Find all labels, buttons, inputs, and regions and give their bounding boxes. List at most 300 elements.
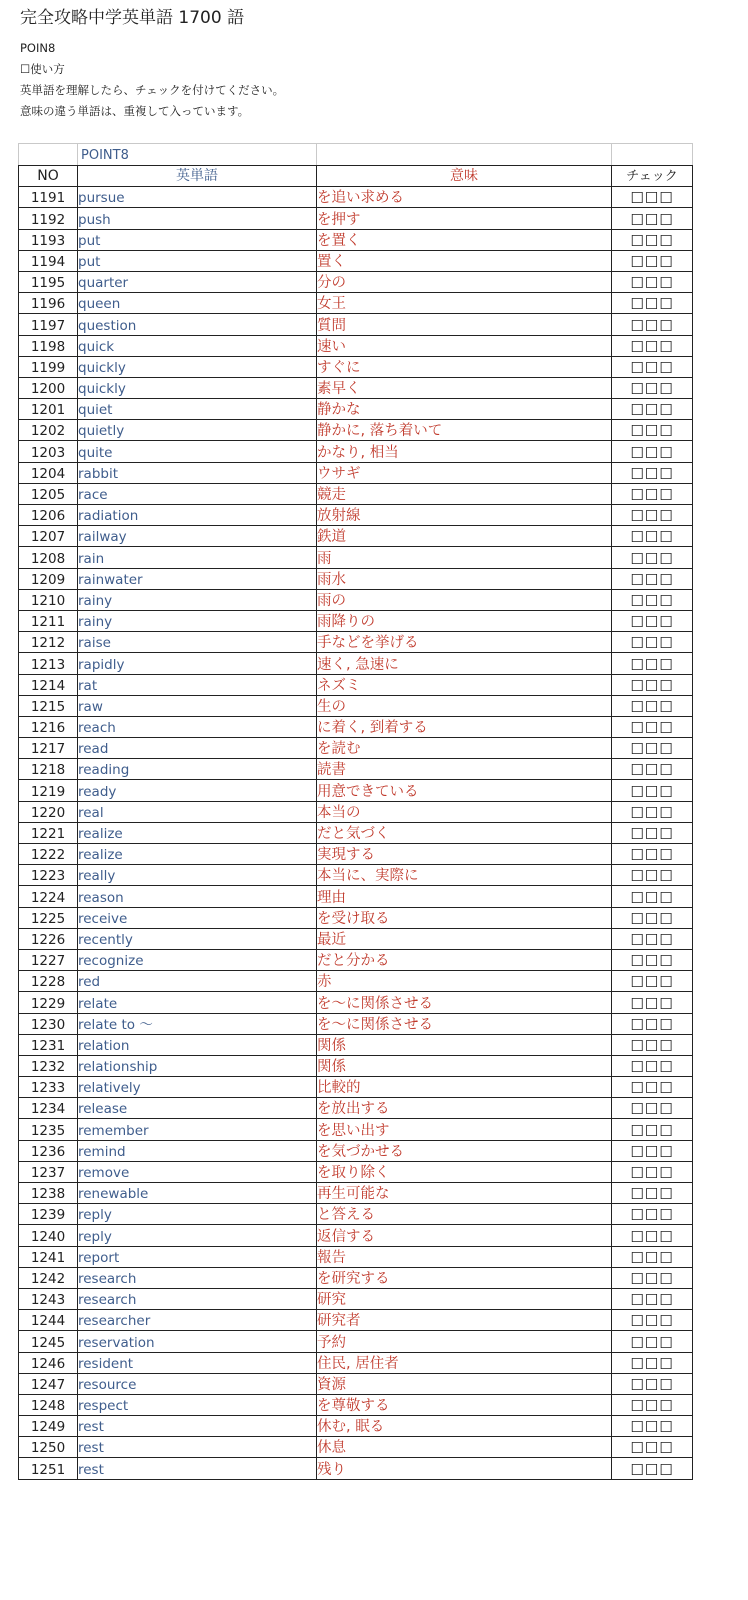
row-number: 1205 (19, 483, 78, 504)
table-row (19, 928, 693, 949)
check-boxes[interactable]: ☐☐☐ (612, 1034, 693, 1055)
row-number: 1209 (19, 568, 78, 589)
japanese-meaning: 放射線 (317, 505, 612, 526)
english-word: report (78, 1246, 317, 1267)
row-number: 1218 (19, 759, 78, 780)
row-number: 1251 (19, 1458, 78, 1479)
table-row (19, 1161, 693, 1182)
table-row (19, 229, 693, 250)
check-boxes[interactable]: ☐☐☐ (612, 399, 693, 420)
column-header-row (19, 166, 693, 187)
english-word: race (78, 483, 317, 504)
english-word: question (78, 314, 317, 335)
english-word: remind (78, 1140, 317, 1161)
check-boxes[interactable]: ☐☐☐ (612, 1161, 693, 1182)
japanese-meaning: 実現する (317, 844, 612, 865)
table-row (19, 1119, 693, 1140)
instruction-line-2: 意味の違う単語は、重複して入っています。 (20, 104, 250, 118)
check-boxes[interactable]: ☐☐☐ (612, 420, 693, 441)
check-boxes[interactable]: ☐☐☐ (612, 1183, 693, 1204)
english-word: pursue (78, 187, 317, 208)
row-number: 1228 (19, 971, 78, 992)
japanese-meaning: だと気づく (317, 822, 612, 843)
english-word: red (78, 971, 317, 992)
check-boxes[interactable]: ☐☐☐ (612, 1310, 693, 1331)
check-boxes[interactable]: ☐☐☐ (612, 229, 693, 250)
row-number: 1191 (19, 187, 78, 208)
check-boxes[interactable]: ☐☐☐ (612, 886, 693, 907)
table-row (19, 250, 693, 271)
english-word: release (78, 1098, 317, 1119)
table-row (19, 1310, 693, 1331)
table-row (19, 844, 693, 865)
table-row (19, 610, 693, 631)
row-number: 1201 (19, 399, 78, 420)
japanese-meaning: 生の (317, 695, 612, 716)
row-number: 1213 (19, 653, 78, 674)
check-boxes[interactable]: ☐☐☐ (612, 1055, 693, 1076)
row-number: 1229 (19, 992, 78, 1013)
english-word: reservation (78, 1331, 317, 1352)
row-number: 1230 (19, 1013, 78, 1034)
empty-cell (612, 144, 693, 166)
check-boxes[interactable]: ☐☐☐ (612, 293, 693, 314)
japanese-meaning: 鉄道 (317, 526, 612, 547)
english-word: put (78, 250, 317, 271)
japanese-meaning: 休息 (317, 1437, 612, 1458)
english-word: receive (78, 907, 317, 928)
row-number: 1236 (19, 1140, 78, 1161)
japanese-meaning: 雨水 (317, 568, 612, 589)
japanese-meaning: 残り (317, 1458, 612, 1479)
check-boxes[interactable]: ☐☐☐ (612, 1267, 693, 1288)
table-row (19, 1437, 693, 1458)
empty-cell (19, 144, 78, 166)
english-word: quick (78, 335, 317, 356)
japanese-meaning: 予約 (317, 1331, 612, 1352)
english-word: rain (78, 547, 317, 568)
japanese-meaning: 女王 (317, 293, 612, 314)
row-number: 1221 (19, 822, 78, 843)
table-row (19, 695, 693, 716)
check-boxes[interactable]: ☐☐☐ (612, 1373, 693, 1394)
check-boxes[interactable]: ☐☐☐ (612, 314, 693, 335)
check-boxes[interactable]: ☐☐☐ (612, 759, 693, 780)
english-word: recently (78, 928, 317, 949)
english-word: reach (78, 716, 317, 737)
table-row (19, 738, 693, 759)
table-row (19, 399, 693, 420)
row-number: 1214 (19, 674, 78, 695)
table-row (19, 420, 693, 441)
row-number: 1199 (19, 356, 78, 377)
japanese-meaning: 素早く (317, 377, 612, 398)
instruction-line-1: 英単語を理解したら、チェックを付けてください。 (20, 83, 285, 97)
table-row (19, 1077, 693, 1098)
table-row (19, 293, 693, 314)
row-number: 1211 (19, 610, 78, 631)
english-word: realize (78, 844, 317, 865)
check-boxes[interactable]: ☐☐☐ (612, 1416, 693, 1437)
japanese-meaning: 雨降りの (317, 610, 612, 631)
japanese-meaning: を〜に関係させる (317, 1013, 612, 1034)
japanese-meaning: 質問 (317, 314, 612, 335)
row-number: 1216 (19, 716, 78, 737)
check-boxes[interactable]: ☐☐☐ (612, 1225, 693, 1246)
check-boxes[interactable]: ☐☐☐ (612, 547, 693, 568)
row-number: 1247 (19, 1373, 78, 1394)
table-row (19, 1055, 693, 1076)
table-row (19, 992, 693, 1013)
check-boxes[interactable]: ☐☐☐ (612, 568, 693, 589)
row-number: 1235 (19, 1119, 78, 1140)
japanese-meaning: を置く (317, 229, 612, 250)
check-boxes[interactable]: ☐☐☐ (612, 1458, 693, 1479)
table-row (19, 1098, 693, 1119)
column-header-word: 英単語 (78, 166, 317, 187)
check-boxes[interactable]: ☐☐☐ (612, 589, 693, 610)
english-word: relatively (78, 1077, 317, 1098)
row-number: 1231 (19, 1034, 78, 1055)
table-row (19, 1183, 693, 1204)
japanese-meaning: を思い出す (317, 1119, 612, 1140)
english-word: relation (78, 1034, 317, 1055)
table-row (19, 1246, 693, 1267)
table-row (19, 1458, 693, 1479)
row-number: 1200 (19, 377, 78, 398)
japanese-meaning: を研究する (317, 1267, 612, 1288)
row-number: 1210 (19, 589, 78, 610)
japanese-meaning: 用意できている (317, 780, 612, 801)
english-word: reading (78, 759, 317, 780)
japanese-meaning: に着く, 到着する (317, 716, 612, 737)
table-row (19, 1034, 693, 1055)
japanese-meaning: だと分かる (317, 949, 612, 970)
english-word: relate (78, 992, 317, 1013)
english-word: rapidly (78, 653, 317, 674)
row-number: 1194 (19, 250, 78, 271)
japanese-meaning: と答える (317, 1204, 612, 1225)
check-boxes[interactable]: ☐☐☐ (612, 1013, 693, 1034)
check-boxes[interactable]: ☐☐☐ (612, 610, 693, 631)
english-word: quietly (78, 420, 317, 441)
table-row (19, 1013, 693, 1034)
table-row (19, 1140, 693, 1161)
japanese-meaning: 静かに, 落ち着いて (317, 420, 612, 441)
table-row (19, 1416, 693, 1437)
vocabulary-table (18, 143, 693, 1480)
japanese-meaning: 赤 (317, 971, 612, 992)
table-row (19, 801, 693, 822)
column-header-check: チェック (612, 166, 693, 187)
english-word: rest (78, 1416, 317, 1437)
row-number: 1198 (19, 335, 78, 356)
japanese-meaning: 再生可能な (317, 1183, 612, 1204)
japanese-meaning: を取り除く (317, 1161, 612, 1182)
row-number: 1232 (19, 1055, 78, 1076)
check-boxes[interactable]: ☐☐☐ (612, 653, 693, 674)
row-number: 1242 (19, 1267, 78, 1288)
table-row (19, 1267, 693, 1288)
japanese-meaning: を読む (317, 738, 612, 759)
table-row (19, 653, 693, 674)
english-word: push (78, 208, 317, 229)
japanese-meaning: 本当の (317, 801, 612, 822)
table-row (19, 314, 693, 335)
table-row (19, 1373, 693, 1394)
english-word: queen (78, 293, 317, 314)
row-number: 1238 (19, 1183, 78, 1204)
check-boxes[interactable]: ☐☐☐ (612, 1204, 693, 1225)
japanese-meaning: 報告 (317, 1246, 612, 1267)
japanese-meaning: を〜に関係させる (317, 992, 612, 1013)
row-number: 1203 (19, 441, 78, 462)
document-header (20, 6, 720, 122)
row-number: 1237 (19, 1161, 78, 1182)
english-word: remove (78, 1161, 317, 1182)
row-number: 1233 (19, 1077, 78, 1098)
check-boxes[interactable]: ☐☐☐ (612, 462, 693, 483)
row-number: 1250 (19, 1437, 78, 1458)
vocabulary-rows (19, 187, 693, 1479)
check-boxes[interactable]: ☐☐☐ (612, 949, 693, 970)
row-number: 1195 (19, 271, 78, 292)
english-word: recognize (78, 949, 317, 970)
english-word: relationship (78, 1055, 317, 1076)
check-boxes[interactable]: ☐☐☐ (612, 971, 693, 992)
row-number: 1219 (19, 780, 78, 801)
english-word: realize (78, 822, 317, 843)
check-boxes[interactable]: ☐☐☐ (612, 483, 693, 504)
english-word: ready (78, 780, 317, 801)
english-word: researcher (78, 1310, 317, 1331)
japanese-meaning: を追い求める (317, 187, 612, 208)
japanese-meaning: 休む, 眠る (317, 1416, 612, 1437)
english-word: quarter (78, 271, 317, 292)
row-number: 1212 (19, 632, 78, 653)
check-boxes[interactable]: ☐☐☐ (612, 1331, 693, 1352)
japanese-meaning: すぐに (317, 356, 612, 377)
english-word: radiation (78, 505, 317, 526)
japanese-meaning: 雨 (317, 547, 612, 568)
japanese-meaning: 関係 (317, 1055, 612, 1076)
japanese-meaning: 住民, 居住者 (317, 1352, 612, 1373)
english-word: research (78, 1267, 317, 1288)
english-word: respect (78, 1394, 317, 1415)
check-boxes[interactable]: ☐☐☐ (612, 674, 693, 695)
english-word: quickly (78, 377, 317, 398)
table-row (19, 1204, 693, 1225)
point-label-row (19, 144, 693, 166)
japanese-meaning: を気づかせる (317, 1140, 612, 1161)
table-row (19, 462, 693, 483)
row-number: 1245 (19, 1331, 78, 1352)
japanese-meaning: 最近 (317, 928, 612, 949)
row-number: 1239 (19, 1204, 78, 1225)
row-number: 1241 (19, 1246, 78, 1267)
check-boxes[interactable]: ☐☐☐ (612, 1437, 693, 1458)
check-boxes[interactable]: ☐☐☐ (612, 928, 693, 949)
row-number: 1246 (19, 1352, 78, 1373)
row-number: 1196 (19, 293, 78, 314)
table-row (19, 271, 693, 292)
check-boxes[interactable]: ☐☐☐ (612, 505, 693, 526)
table-row (19, 187, 693, 208)
english-word: relate to 〜 (78, 1013, 317, 1034)
check-boxes[interactable]: ☐☐☐ (612, 1098, 693, 1119)
point-heading: POIN8 (20, 41, 56, 55)
japanese-meaning: 速い (317, 335, 612, 356)
row-number: 1222 (19, 844, 78, 865)
japanese-meaning: 資源 (317, 1373, 612, 1394)
row-number: 1227 (19, 949, 78, 970)
row-number: 1234 (19, 1098, 78, 1119)
japanese-meaning: 理由 (317, 886, 612, 907)
check-boxes[interactable]: ☐☐☐ (612, 907, 693, 928)
check-boxes[interactable]: ☐☐☐ (612, 335, 693, 356)
check-boxes[interactable]: ☐☐☐ (612, 1352, 693, 1373)
table-row (19, 632, 693, 653)
row-number: 1207 (19, 526, 78, 547)
table-row (19, 335, 693, 356)
check-boxes[interactable]: ☐☐☐ (612, 356, 693, 377)
japanese-meaning: 研究者 (317, 1310, 612, 1331)
japanese-meaning: 雨の (317, 589, 612, 610)
column-header-meaning: 意味 (317, 166, 612, 187)
english-word: quiet (78, 399, 317, 420)
english-word: raw (78, 695, 317, 716)
row-number: 1197 (19, 314, 78, 335)
english-word: quickly (78, 356, 317, 377)
english-word: rest (78, 1437, 317, 1458)
empty-cell (317, 144, 612, 166)
table-row (19, 377, 693, 398)
check-boxes[interactable]: ☐☐☐ (612, 632, 693, 653)
check-boxes[interactable]: ☐☐☐ (612, 738, 693, 759)
row-number: 1243 (19, 1288, 78, 1309)
english-word: resource (78, 1373, 317, 1394)
check-boxes[interactable]: ☐☐☐ (612, 526, 693, 547)
check-boxes[interactable]: ☐☐☐ (612, 187, 693, 208)
table-row (19, 949, 693, 970)
japanese-meaning: ウサギ (317, 462, 612, 483)
point-label: POINT8 (78, 144, 317, 166)
japanese-meaning: 分の (317, 271, 612, 292)
row-number: 1220 (19, 801, 78, 822)
table-row (19, 865, 693, 886)
table-row (19, 505, 693, 526)
english-word: quite (78, 441, 317, 462)
table-row (19, 907, 693, 928)
english-word: rest (78, 1458, 317, 1479)
english-word: renewable (78, 1183, 317, 1204)
japanese-meaning: 静かな (317, 399, 612, 420)
japanese-meaning: 手などを挙げる (317, 632, 612, 653)
row-number: 1208 (19, 547, 78, 568)
check-boxes[interactable]: ☐☐☐ (612, 844, 693, 865)
table-row (19, 780, 693, 801)
table-row (19, 1352, 693, 1373)
english-word: reply (78, 1204, 317, 1225)
english-word: remember (78, 1119, 317, 1140)
table-row (19, 589, 693, 610)
japanese-meaning: 関係 (317, 1034, 612, 1055)
row-number: 1224 (19, 886, 78, 907)
check-boxes[interactable]: ☐☐☐ (612, 1288, 693, 1309)
row-number: 1204 (19, 462, 78, 483)
english-word: read (78, 738, 317, 759)
table-row (19, 526, 693, 547)
table-row (19, 971, 693, 992)
row-number: 1249 (19, 1416, 78, 1437)
table-row (19, 547, 693, 568)
english-word: reason (78, 886, 317, 907)
check-boxes[interactable]: ☐☐☐ (612, 695, 693, 716)
check-boxes[interactable]: ☐☐☐ (612, 1246, 693, 1267)
check-boxes[interactable]: ☐☐☐ (612, 716, 693, 737)
row-number: 1192 (19, 208, 78, 229)
check-boxes[interactable]: ☐☐☐ (612, 801, 693, 822)
check-boxes[interactable]: ☐☐☐ (612, 1394, 693, 1415)
english-word: put (78, 229, 317, 250)
check-boxes[interactable]: ☐☐☐ (612, 865, 693, 886)
check-boxes[interactable]: ☐☐☐ (612, 208, 693, 229)
check-boxes[interactable]: ☐☐☐ (612, 1077, 693, 1098)
row-number: 1217 (19, 738, 78, 759)
row-number: 1202 (19, 420, 78, 441)
english-word: raise (78, 632, 317, 653)
row-number: 1240 (19, 1225, 78, 1246)
japanese-meaning: 競走 (317, 483, 612, 504)
row-number: 1193 (19, 229, 78, 250)
japanese-meaning: 本当に、実際に (317, 865, 612, 886)
column-header-no: NO (19, 166, 78, 187)
check-boxes[interactable]: ☐☐☐ (612, 780, 693, 801)
japanese-meaning: を放出する (317, 1098, 612, 1119)
table-row (19, 1331, 693, 1352)
english-word: rainy (78, 610, 317, 631)
japanese-meaning: 読書 (317, 759, 612, 780)
japanese-meaning: を押す (317, 208, 612, 229)
table-row (19, 483, 693, 504)
check-boxes[interactable]: ☐☐☐ (612, 250, 693, 271)
check-boxes[interactable]: ☐☐☐ (612, 271, 693, 292)
usage-label: ☐使い方 (20, 62, 65, 76)
row-number: 1226 (19, 928, 78, 949)
check-boxes[interactable]: ☐☐☐ (612, 441, 693, 462)
table-row (19, 822, 693, 843)
table-row (19, 1288, 693, 1309)
japanese-meaning: かなり, 相当 (317, 441, 612, 462)
check-boxes[interactable]: ☐☐☐ (612, 1140, 693, 1161)
row-number: 1215 (19, 695, 78, 716)
table-row (19, 716, 693, 737)
check-boxes[interactable]: ☐☐☐ (612, 992, 693, 1013)
check-boxes[interactable]: ☐☐☐ (612, 1119, 693, 1140)
japanese-meaning: 速く, 急速に (317, 653, 612, 674)
english-word: real (78, 801, 317, 822)
check-boxes[interactable]: ☐☐☐ (612, 377, 693, 398)
english-word: rat (78, 674, 317, 695)
table-row (19, 759, 693, 780)
english-word: really (78, 865, 317, 886)
table-row (19, 674, 693, 695)
check-boxes[interactable]: ☐☐☐ (612, 822, 693, 843)
japanese-meaning: 比較的 (317, 1077, 612, 1098)
japanese-meaning: を尊敬する (317, 1394, 612, 1415)
japanese-meaning: ネズミ (317, 674, 612, 695)
row-number: 1248 (19, 1394, 78, 1415)
